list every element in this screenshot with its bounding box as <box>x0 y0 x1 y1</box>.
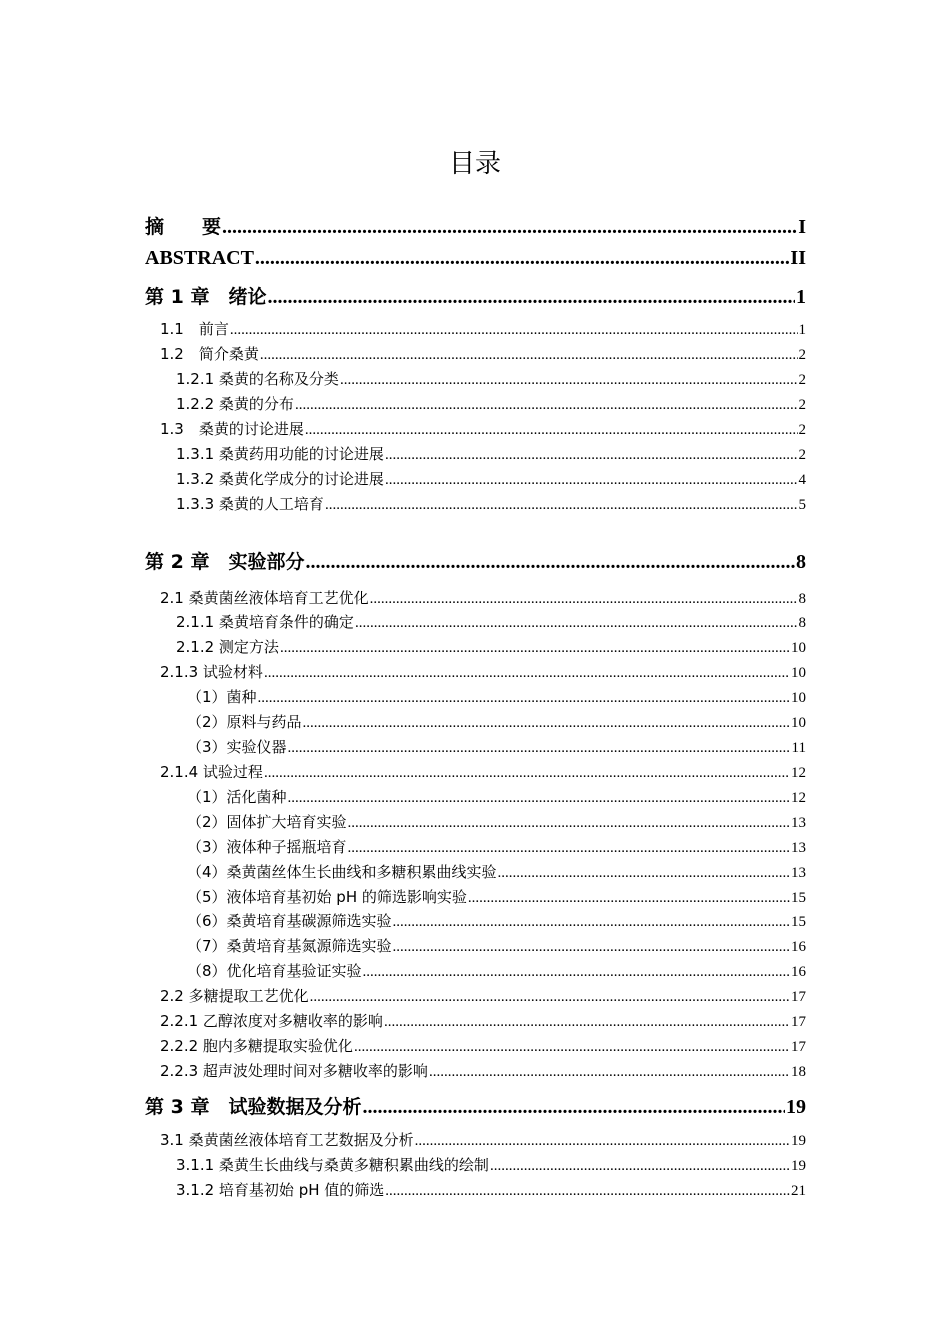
toc-page-number: 16 <box>791 964 806 980</box>
toc-leader-dots <box>295 397 798 414</box>
toc-entry[interactable] <box>160 318 806 339</box>
toc-page-number: 17 <box>791 989 806 1005</box>
toc-leader-dots <box>340 372 798 389</box>
toc-entry[interactable] <box>160 1129 806 1150</box>
toc-page-number: 11 <box>791 740 806 756</box>
toc-entry-label: 1.3.1 桑黄药用功能的讨论进展 <box>176 445 384 463</box>
toc-entry[interactable] <box>160 985 806 1006</box>
toc-chapter-entry[interactable] <box>145 282 806 309</box>
toc-leader-dots <box>288 740 791 757</box>
toc-page-number: I <box>798 216 806 238</box>
toc-chapter-entry[interactable] <box>145 247 806 270</box>
toc-entry-label: 1.3.3 桑黄的人工培育 <box>176 495 324 513</box>
toc-entry[interactable] <box>187 711 806 732</box>
toc-leader-dots <box>393 914 790 931</box>
toc-entry-label: （6）桑黄培育基碳源筛选实验 <box>187 912 392 930</box>
toc-leader-dots <box>267 286 795 309</box>
toc-entry-label: 2.2.2 胞内多糖提取实验优化 <box>160 1037 353 1055</box>
toc-page-number: 19 <box>791 1158 806 1174</box>
toc-entry-label: 1.1 前言 <box>160 320 229 338</box>
toc-chapter-entry[interactable] <box>145 1092 806 1119</box>
toc-entry-label: （8）优化培育基验证实验 <box>187 962 362 980</box>
toc-entry-label: 1.3.2 桑黄化学成分的讨论进展 <box>176 470 384 488</box>
toc-page-number: 10 <box>791 690 806 706</box>
toc-entry[interactable] <box>187 960 806 981</box>
toc-leader-dots <box>370 591 798 608</box>
toc-leader-dots <box>362 1096 785 1119</box>
toc-leader-dots <box>303 715 790 732</box>
toc-page-number: 10 <box>791 665 806 681</box>
toc-leader-dots <box>325 497 798 514</box>
toc-entry[interactable] <box>187 736 806 757</box>
toc-entry-label: 2.2.3 超声波处理时间对多糖收率的影响 <box>160 1062 428 1080</box>
toc-page-number: 10 <box>791 640 806 656</box>
toc-leader-dots <box>363 964 790 981</box>
toc-leader-dots <box>468 890 790 907</box>
toc-entry[interactable] <box>187 861 806 882</box>
toc-entry[interactable] <box>160 1035 806 1056</box>
toc-leader-dots <box>258 690 790 707</box>
toc-leader-dots <box>260 347 798 364</box>
toc-page-number: 18 <box>791 1064 806 1080</box>
toc-entry-label: 1.2.2 桑黄的分布 <box>176 395 294 413</box>
toc-entry-label: （7）桑黄培育基氮源筛选实验 <box>187 937 392 955</box>
page-title: 目录 <box>448 149 501 179</box>
toc-entry-label: 3.1.1 桑黄生长曲线与桑黄多糖积累曲线的绘制 <box>176 1156 489 1174</box>
toc-entry-label: 3.1.2 培育基初始 pH 值的筛选 <box>176 1181 385 1199</box>
toc-entry[interactable] <box>187 686 806 707</box>
toc-leader-dots <box>385 447 798 464</box>
toc-page-number: 12 <box>791 790 806 806</box>
toc-leader-dots <box>393 939 790 956</box>
toc-leader-dots <box>354 1039 790 1056</box>
toc-entry[interactable] <box>187 910 806 931</box>
toc-entry[interactable] <box>160 343 806 364</box>
toc-page-number: 21 <box>791 1183 806 1199</box>
toc-entry-label: 2.1.3 试验材料 <box>160 663 263 681</box>
toc-entry-label: 第 2 章 实验部分 <box>145 551 305 573</box>
toc-leader-dots <box>305 551 795 574</box>
toc-page-number: 13 <box>791 840 806 856</box>
toc-entry[interactable] <box>187 886 806 907</box>
toc-entry-label: 2.1 桑黄菌丝液体培育工艺优化 <box>160 589 369 607</box>
toc-entry[interactable] <box>176 393 806 414</box>
toc-leader-dots <box>230 322 798 339</box>
toc-leader-dots <box>280 640 790 657</box>
toc-entry[interactable] <box>176 468 806 489</box>
toc-page-number: 2 <box>798 347 806 363</box>
toc-leader-dots <box>348 815 790 832</box>
toc-chapter-entry[interactable] <box>145 212 806 239</box>
toc-entry-label: （1）菌种 <box>187 688 257 706</box>
toc-page-number: 1 <box>798 322 806 338</box>
toc-leader-dots <box>264 665 790 682</box>
toc-entry-label: （2）原料与药品 <box>187 713 302 731</box>
toc-entry[interactable] <box>176 611 806 632</box>
toc-page-number: 13 <box>791 865 806 881</box>
toc-page-number: 2 <box>798 422 806 438</box>
toc-page-number: 15 <box>791 890 806 906</box>
toc-entry[interactable] <box>160 1060 806 1081</box>
toc-leader-dots <box>385 1183 790 1200</box>
toc-entry-label: （3）实验仪器 <box>187 738 287 756</box>
toc-page-number: 4 <box>798 472 806 488</box>
toc-leader-dots <box>490 1158 790 1175</box>
toc-page-number: 13 <box>791 815 806 831</box>
toc-entry-label: 2.1.2 测定方法 <box>176 638 279 656</box>
toc-entry-label: 2.1.4 试验过程 <box>160 763 263 781</box>
toc-entry[interactable] <box>187 811 806 832</box>
toc-leader-dots <box>288 790 790 807</box>
toc-page-number: 17 <box>791 1039 806 1055</box>
toc-page-number: II <box>790 247 806 269</box>
toc-page-number: 8 <box>798 615 806 631</box>
toc-page-number: 1 <box>796 286 806 308</box>
toc-entry-label: ABSTRACT <box>145 247 254 269</box>
toc-chapter-entry[interactable] <box>145 547 806 574</box>
toc-leader-dots <box>498 865 790 882</box>
toc-entry-label: （5）液体培育基初始 pH 的筛选影响实验 <box>187 888 467 906</box>
toc-entry[interactable] <box>187 786 806 807</box>
toc-page-number: 17 <box>791 1014 806 1030</box>
toc-page-number: 19 <box>786 1096 806 1118</box>
toc-page-number: 12 <box>791 765 806 781</box>
toc-entry[interactable] <box>176 636 806 657</box>
toc-entry[interactable] <box>160 761 806 782</box>
toc-entry[interactable] <box>160 418 806 439</box>
toc-entry-label: 1.3 桑黄的讨论进展 <box>160 420 304 438</box>
toc-entry-label: （2）固体扩大培育实验 <box>187 813 347 831</box>
toc-entry-label: （4）桑黄菌丝体生长曲线和多糖积累曲线实验 <box>187 863 497 881</box>
toc-entry-label: 1.2 简介桑黄 <box>160 345 259 363</box>
toc-entry[interactable] <box>176 1179 806 1200</box>
toc-entry[interactable] <box>176 368 806 389</box>
toc-page-number: 16 <box>791 939 806 955</box>
toc-leader-dots <box>222 216 797 239</box>
toc-entry-label: 第 1 章 绪论 <box>145 286 267 308</box>
toc-page-number: 8 <box>796 551 806 573</box>
toc-entry[interactable] <box>176 493 806 514</box>
toc-entry-label: 2.1.1 桑黄培育条件的确定 <box>176 613 354 631</box>
toc-leader-dots <box>415 1133 790 1150</box>
toc-page-number: 10 <box>791 715 806 731</box>
toc-entry-label: 1.2.1 桑黄的名称及分类 <box>176 370 339 388</box>
toc-entry-label: 摘 要 <box>145 216 222 238</box>
toc-entry-label: 第 3 章 试验数据及分析 <box>145 1096 362 1118</box>
toc-leader-dots <box>385 472 798 489</box>
toc-entry[interactable] <box>160 661 806 682</box>
toc-page-number: 19 <box>791 1133 806 1149</box>
toc-page-number: 8 <box>798 591 806 607</box>
toc-entry[interactable] <box>160 587 806 608</box>
toc-leader-dots <box>384 1014 790 1031</box>
toc-entry-label: （1）活化菌种 <box>187 788 287 806</box>
toc-entry-label: 3.1 桑黄菌丝液体培育工艺数据及分析 <box>160 1131 414 1149</box>
toc-leader-dots <box>429 1064 790 1081</box>
toc-page-number: 2 <box>798 397 806 413</box>
toc-entry[interactable] <box>187 836 806 857</box>
toc-entry-label: 2.2.1 乙醇浓度对多糖收率的影响 <box>160 1012 383 1030</box>
toc-entry[interactable] <box>176 443 806 464</box>
toc-entry[interactable] <box>176 1154 806 1175</box>
toc-entry[interactable] <box>160 1010 806 1031</box>
toc-leader-dots <box>264 765 790 782</box>
toc-leader-dots <box>355 615 798 632</box>
toc-page-number: 15 <box>791 914 806 930</box>
toc-leader-dots <box>305 422 798 439</box>
toc-page-number: 2 <box>798 372 806 388</box>
toc-entry[interactable] <box>187 935 806 956</box>
toc-entry-label: （3）液体种子摇瓶培育 <box>187 838 347 856</box>
toc-page-number: 2 <box>798 447 806 463</box>
toc-leader-dots <box>255 247 790 270</box>
toc-leader-dots <box>348 840 790 857</box>
toc-page-number: 5 <box>798 497 806 513</box>
toc-leader-dots <box>310 989 790 1006</box>
toc-entry-label: 2.2 多糖提取工艺优化 <box>160 987 309 1005</box>
